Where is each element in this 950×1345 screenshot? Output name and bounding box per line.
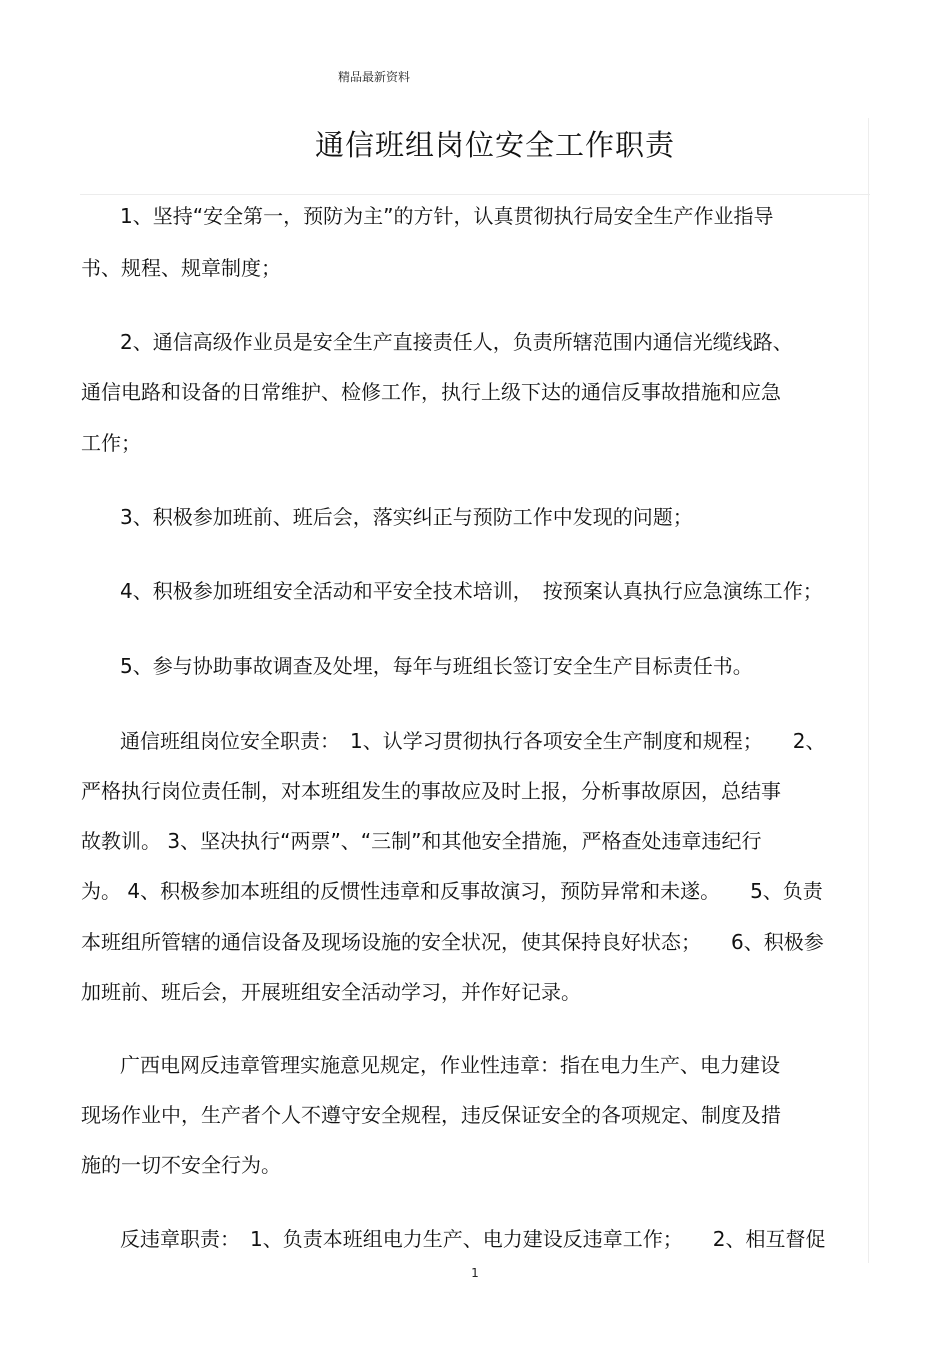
text-line: 书、规程、规章制度； (81, 256, 281, 280)
top-rule (80, 194, 870, 195)
text-line: 故教训。 3、坚决执行“两票”、“三制”和其他安全措施，严格查处违章违纪行 (81, 829, 762, 853)
text-line: 3、积极参加班前、班后会，落实纠正与预防工作中发现的问题； (120, 505, 693, 529)
text-line: 为。 4、积极参加本班组的反惯性违章和反事故演习，预防异常和未遂。 5、负责 (81, 879, 823, 903)
text-line: 2、通信高级作业员是安全生产直接责任人，负责所辖范围内通信光缆线路、 (120, 330, 793, 354)
text-line: 通信班组岗位安全职责： 1、认学习贯彻执行各项安全生产制度和规程； 2、 (120, 729, 826, 753)
right-rule (868, 118, 869, 1263)
text-line: 广西电网反违章管理实施意见规定，作业性违章：指在电力生产、电力建设 (120, 1053, 780, 1077)
header-note: 精品最新资料 (338, 70, 411, 84)
text-line: 工作； (81, 431, 141, 455)
text-line: 1、坚持“安全第一，预防为主”的方针，认真贯彻执行局安全生产作业指导 (120, 204, 774, 228)
text-line: 通信电路和设备的日常维护、检修工作，执行上级下达的通信反事故措施和应急 (81, 380, 781, 404)
text-line: 现场作业中，生产者个人不遵守安全规程，违反保证安全的各项规定、制度及措 (81, 1103, 781, 1127)
page-number: 1 (471, 1266, 479, 1280)
text-line: 施的一切不安全行为。 (81, 1153, 281, 1177)
page-title: 通信班组岗位安全工作职责 (314, 128, 675, 162)
text-line: 加班前、班后会，开展班组安全活动学习，并作好记录。 (81, 980, 581, 1004)
text-line: 严格执行岗位责任制，对本班组发生的事故应及时上报，分析事故原因，总结事 (81, 779, 781, 803)
text-line: 5、参与协助事故调查及处埋，每年与班组长签订安全生产目标责任书。 (120, 654, 753, 678)
text-line: 4、积极参加班组安全活动和平安全技术培训， 按预案认真执行应急演练工作； (120, 579, 823, 603)
text-line: 本班组所管辖的通信设备及现场设施的安全状况，使其保持良好状态； 6、积极参 (81, 930, 824, 954)
text-line: 反违章职责： 1、负责本班组电力生产、电力建设反违章工作； 2、相互督促 (120, 1227, 826, 1251)
